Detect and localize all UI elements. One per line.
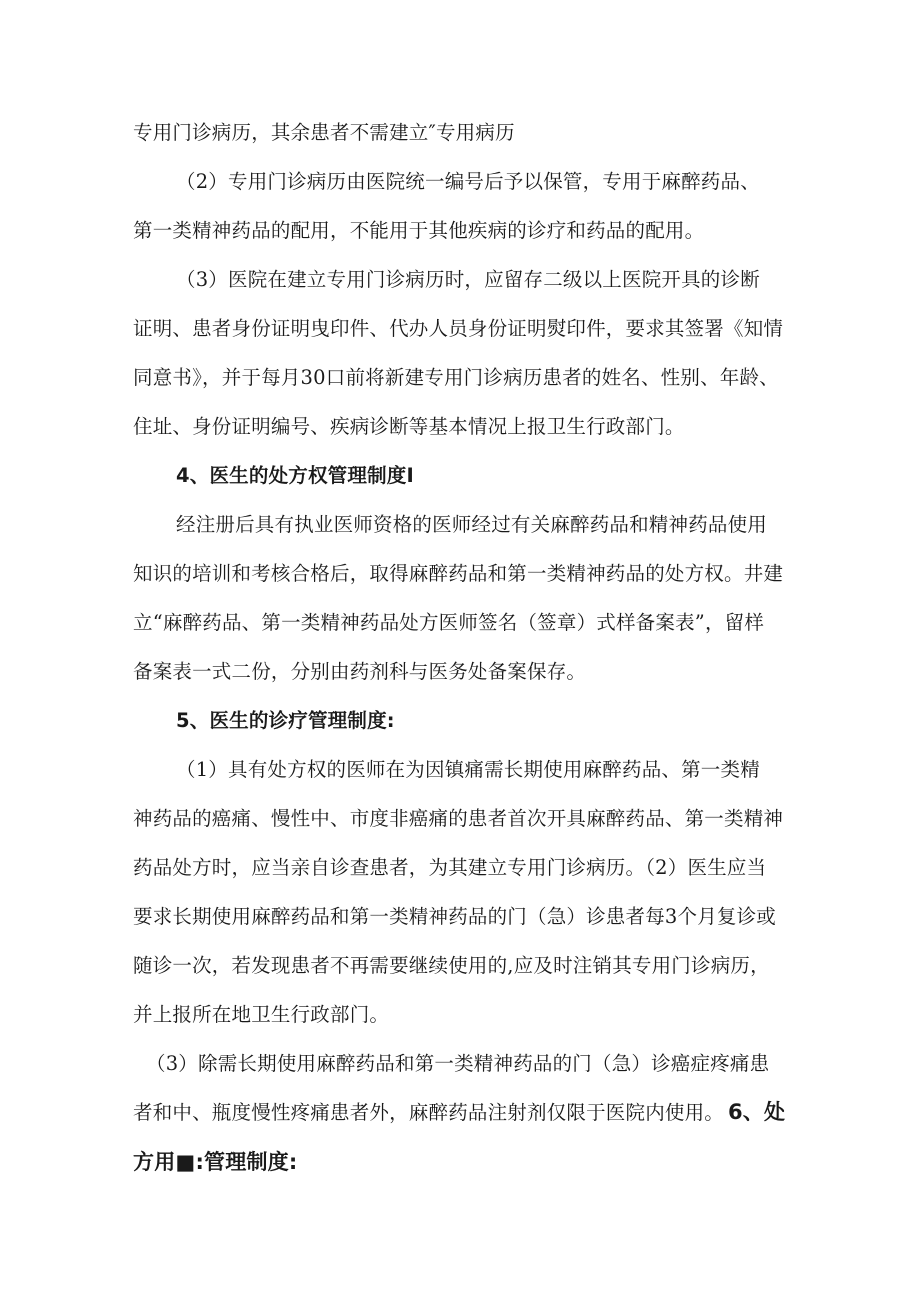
paragraph-line: 随诊一次，若发现患者不再需要继续使用的,应及时注销其专用门诊病历， [133,954,770,977]
paragraph-line: （2）专用门诊病历由医院统一编号后予以保管，专用于麻醉药品、 [176,170,760,193]
paragraph-line: 知识的培训和考核合格后，取得麻醉药品和第一类精神药品的处方权。井建 [133,562,784,585]
section-heading-4: 4、医生的处方权管理制度I [176,464,414,487]
paragraph-line: 经注册后具有执业医师资格的医师经过有关麻醉药品和精神药品使用 [176,513,768,536]
paragraph-line: 立“麻醉药品、第一类精神药品处方医师签名（签章）式样备案表”，留样 [133,611,765,634]
paragraph-line: 并上报所在地卫生行政部门。 [133,1003,390,1026]
paragraph-line: 住址、身份证明编号、疾病诊断等基本情况上报卫生行政部门。 [133,415,685,438]
section-heading-6-end: 方用■:管理制度: [133,1150,298,1174]
paragraph-line: 证明、患者身份证明曳印件、代办人员身份证明熨印件，要求其签署《知情 [133,317,784,340]
paragraph-line: 药品处方时，应当亲自诊查患者，为其建立专用门诊病历。（2）医生应当 [133,856,767,879]
paragraph-line: 专用门诊病历，其余患者不需建立″专用病历 [133,121,515,144]
section-heading-5: 5、医生的诊疗管理制度: [176,709,395,732]
paragraph-line: 备案表一式二份，分别由药剂科与医务处备案保存。 [133,660,587,683]
paragraph-line: 第一类精神药品的配用，不能用于其他疾病的诊疗和药品的配用。 [133,219,705,242]
paragraph-line: （3）医院在建立专用门诊病历时，应留存二级以上医院开具的诊断 [176,268,760,291]
paragraph-line: （1）具有处方权的医师在为因镇痛需长期使用麻醉药品、第一类精 [176,758,760,781]
paragraph-line: 要求长期使用麻醉药品和第一类精神药品的门（急）诊患者每3个月复诊或 [133,905,777,928]
paragraph-line: （3）除需长期使用麻醉药品和第一类精神药品的门（急）诊癌症疼痛患 [146,1052,770,1075]
paragraph-line: 同意书》，并于每月30口前将新建专用门诊病历患者的姓名、性别、年龄、 [133,366,779,389]
section-heading-6-start: 6、处 [728,1100,786,1124]
paragraph-line: 神药品的癌痛、慢性中、市度非癌痛的患者首次开具麻醉药品、第一类精神 [133,807,784,830]
paragraph-line: 者和中、瓶度慢性疼痛患者外，麻醉药品注射剂仅限于医院内使用。 [133,1101,725,1124]
